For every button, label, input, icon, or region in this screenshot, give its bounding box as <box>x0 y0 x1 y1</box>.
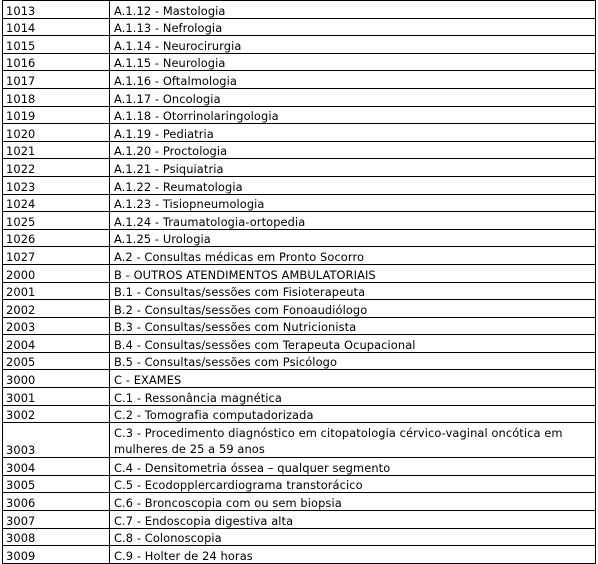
table-row <box>3 176 596 194</box>
row-description: C.5 - Ecodopplercardiograma transtorácico <box>110 475 596 493</box>
table-row <box>3 405 596 423</box>
row-code: 1025 <box>3 212 110 230</box>
table-row <box>3 370 596 388</box>
row-description: A.1.12 - Mastologia <box>110 1 596 19</box>
row-description: B.3 - Consultas/sessões com Nutricionista <box>110 317 596 335</box>
row-code: 1024 <box>3 194 110 212</box>
row-code: 3002 <box>3 405 110 423</box>
table-row <box>3 141 596 159</box>
row-code: 1023 <box>3 176 110 194</box>
table-row <box>3 458 596 476</box>
row-code: 3003 <box>3 423 110 458</box>
row-description: B.2 - Consultas/sessões com Fonoaudiólogo <box>110 300 596 318</box>
row-code: 3008 <box>3 528 110 546</box>
table-row <box>3 124 596 142</box>
row-description: A.1.25 - Urologia <box>110 229 596 247</box>
row-code: 3009 <box>3 546 110 564</box>
table-row <box>3 317 596 335</box>
table-row <box>3 546 596 564</box>
row-description: A.1.14 - Neurocirurgia <box>110 36 596 54</box>
row-description: A.1.16 - Oftalmologia <box>110 71 596 89</box>
row-code: 1019 <box>3 106 110 124</box>
row-code: 3005 <box>3 475 110 493</box>
row-description: B.5 - Consultas/sessões com Psicólogo <box>110 352 596 370</box>
row-code: 1013 <box>3 1 110 19</box>
table-row <box>3 36 596 54</box>
row-description: C.9 - Holter de 24 horas <box>110 546 596 564</box>
row-description: A.1.20 - Proctologia <box>110 141 596 159</box>
row-code: 3001 <box>3 388 110 406</box>
table-row <box>3 18 596 36</box>
row-code: 2005 <box>3 352 110 370</box>
row-code: 1020 <box>3 124 110 142</box>
row-code: 1022 <box>3 159 110 177</box>
table-row <box>3 229 596 247</box>
table-row <box>3 264 596 282</box>
row-code: 2003 <box>3 317 110 335</box>
table-row <box>3 335 596 353</box>
row-description: A.2 - Consultas médicas em Pronto Socorro <box>110 247 596 265</box>
row-code: 3004 <box>3 458 110 476</box>
row-description: A.1.15 - Neurologia <box>110 53 596 71</box>
row-code: 3007 <box>3 511 110 529</box>
row-description: A.1.24 - Traumatologia-ortopedia <box>110 212 596 230</box>
row-code: 2002 <box>3 300 110 318</box>
row-code: 1016 <box>3 53 110 71</box>
row-description: B.4 - Consultas/sessões com Terapeuta Ocupacional <box>110 335 596 353</box>
table-row <box>3 475 596 493</box>
table-row <box>3 282 596 300</box>
row-description: A.1.21 - Psiquiatria <box>110 159 596 177</box>
table-row <box>3 71 596 89</box>
row-code: 1026 <box>3 229 110 247</box>
procedures-table <box>2 0 596 564</box>
row-code: 1015 <box>3 36 110 54</box>
table-row <box>3 528 596 546</box>
row-code: 1017 <box>3 71 110 89</box>
table-row <box>3 212 596 230</box>
row-description: C.4 - Densitometria óssea – qualquer segmento <box>110 458 596 476</box>
row-description: A.1.18 - Otorrinolaringologia <box>110 106 596 124</box>
row-description: C - EXAMES <box>110 370 596 388</box>
row-description: B - OUTROS ATENDIMENTOS AMBULATORIAIS <box>110 264 596 282</box>
table-row <box>3 159 596 177</box>
table-row <box>3 88 596 106</box>
table-row <box>3 1 596 19</box>
row-description: A.1.22 - Reumatologia <box>110 176 596 194</box>
table-row <box>3 352 596 370</box>
row-description: C.8 - Colonoscopia <box>110 528 596 546</box>
row-description: C.2 - Tomografia computadorizada <box>110 405 596 423</box>
row-description: C.6 - Broncoscopia com ou sem biopsia <box>110 493 596 511</box>
row-description: A.1.13 - Nefrologia <box>110 18 596 36</box>
table-row <box>3 106 596 124</box>
row-code: 1021 <box>3 141 110 159</box>
row-description: C.7 - Endoscopia digestiva alta <box>110 511 596 529</box>
row-code: 1014 <box>3 18 110 36</box>
row-code: 1018 <box>3 88 110 106</box>
table-row <box>3 194 596 212</box>
row-description: B.1 - Consultas/sessões com Fisioterapeuta <box>110 282 596 300</box>
row-description: A.1.17 - Oncologia <box>110 88 596 106</box>
row-code: 2000 <box>3 264 110 282</box>
row-description: C.1 - Ressonância magnética <box>110 388 596 406</box>
table-row <box>3 53 596 71</box>
table-row <box>3 423 596 458</box>
table-row <box>3 247 596 265</box>
row-description: A.1.23 - Tisiopneumologia <box>110 194 596 212</box>
table-row <box>3 493 596 511</box>
row-code: 3006 <box>3 493 110 511</box>
row-code: 1027 <box>3 247 110 265</box>
row-description: C.3 - Procedimento diagnóstico em citopatologia cérvico-vaginal oncótica em mulheres de 25 a 59 anos <box>110 423 596 458</box>
row-code: 3000 <box>3 370 110 388</box>
row-code: 2001 <box>3 282 110 300</box>
procedures-table-body <box>3 1 596 564</box>
row-description: A.1.19 - Pediatria <box>110 124 596 142</box>
row-code: 2004 <box>3 335 110 353</box>
table-row <box>3 511 596 529</box>
table-row <box>3 300 596 318</box>
table-row <box>3 388 596 406</box>
